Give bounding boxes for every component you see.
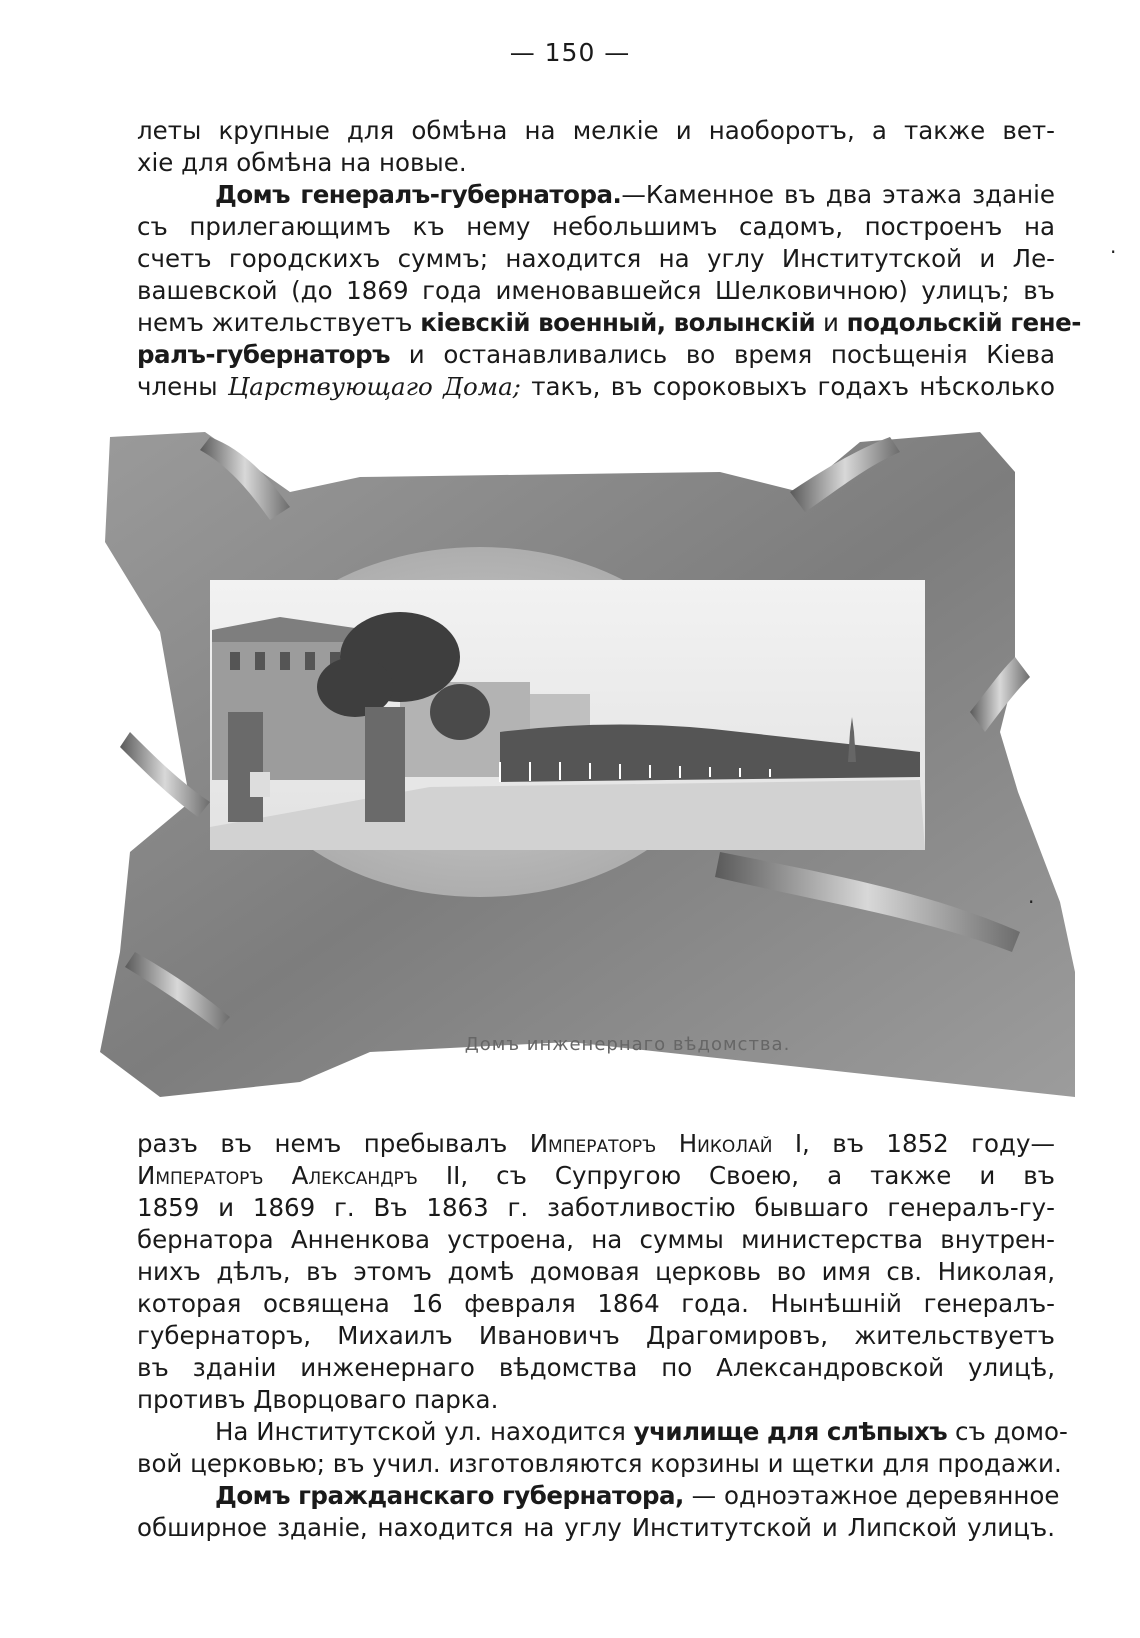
text-line: вашевской (до 1869 года именовавшейся Шелковичною) улицъ; въ [137, 276, 1055, 305]
photo-illustration [100, 432, 1075, 1097]
text-span: I, въ 1852 году— [772, 1129, 1055, 1158]
small-caps-term: Императоръ Александръ [137, 1161, 418, 1190]
text-span: и [815, 308, 847, 337]
paragraph-line [137, 1160, 1055, 1192]
paragraph-line [137, 307, 1081, 339]
text-line: леты крупные для обмѣна на мелкіе и наоборотъ, а также вет- [137, 116, 1055, 145]
paragraph-line [137, 1480, 1060, 1512]
text-block-top [137, 115, 1081, 403]
bold-term: училище для слѣпыхъ [633, 1417, 948, 1446]
paragraph-line [137, 1416, 1068, 1448]
paragraph-line [137, 371, 1055, 403]
text-span: На Институтской ул. находится [215, 1417, 634, 1446]
page-number: — 150 — [509, 38, 631, 67]
text-line: нихъ дѣлъ, въ этомъ домѣ домовая церковь во имя св. Николая, [137, 1257, 1055, 1286]
section-heading: Домъ генералъ-губернатора. [215, 180, 622, 209]
figure-caption: Домъ инженернаго вѣдомства. [464, 1034, 791, 1055]
bold-term: ралъ-губернаторъ [137, 340, 391, 369]
text-line: въ зданіи инженернаго вѣдомства по Александровской улицѣ, [137, 1353, 1055, 1382]
text-span: немъ жительствуетъ [137, 308, 421, 337]
margin-mark: · [1028, 890, 1035, 914]
italic-term: Царствующаго Дома; [227, 372, 521, 401]
text-line: обширное зданіе, находится на углу Институтской и Липской улицъ. [137, 1513, 1055, 1542]
text-block-bottom [137, 1128, 1068, 1544]
text-line: губернаторъ, Михаилъ Ивановичъ Драгомировъ, жительствуетъ [137, 1321, 1055, 1350]
paragraph-line [137, 179, 1055, 211]
text-line: которая освящена 16 февраля 1864 года. Нынѣшній генералъ- [137, 1289, 1055, 1318]
text-line: хіе для обмѣна на новые. [137, 148, 467, 177]
margin-mark: · [1110, 240, 1117, 264]
paragraph-line [137, 339, 1055, 371]
small-caps-term: Императоръ Николай [529, 1129, 773, 1158]
text-line: противъ Дворцоваго парка. [137, 1385, 499, 1414]
section-heading: Домъ гражданскаго губернатора, [215, 1481, 684, 1510]
bold-term: подольскій гене- [846, 308, 1081, 337]
paragraph-line [137, 1128, 1055, 1160]
text-line: 1859 и 1869 г. Въ 1863 г. заботливостію бывшаго генералъ-гу- [137, 1193, 1055, 1222]
text-span: разъ въ немъ пребывалъ [137, 1129, 530, 1158]
text-span: и останавливались во время посѣщенія Кіева [390, 340, 1055, 369]
text-span: такъ, въ сороковыхъ годахъ нѣсколько [520, 372, 1056, 401]
text-span: — одноэтажное деревянное [683, 1481, 1060, 1510]
text-span: —Каменное въ два этажа зданіе [621, 180, 1055, 209]
text-span: съ домо- [947, 1417, 1068, 1446]
text-line: вой церковью; въ учил. изготовляются корзины и щетки для продажи. [137, 1449, 1062, 1478]
bold-term: кіевскій военный, волынскій [420, 308, 816, 337]
text-line: бернатора Анненкова устроена, на суммы министерства внутрен- [137, 1225, 1055, 1254]
text-line: счетъ городскихъ суммъ; находится на углу Институтской и Ле- [137, 244, 1055, 273]
text-line: съ прилегающимъ къ нему небольшимъ садомъ, построенъ на [137, 212, 1055, 241]
text-span: члены [137, 372, 228, 401]
text-span: II, съ Супругою Своею, а также и въ [417, 1161, 1055, 1190]
illustration-graphic [100, 432, 1075, 1097]
